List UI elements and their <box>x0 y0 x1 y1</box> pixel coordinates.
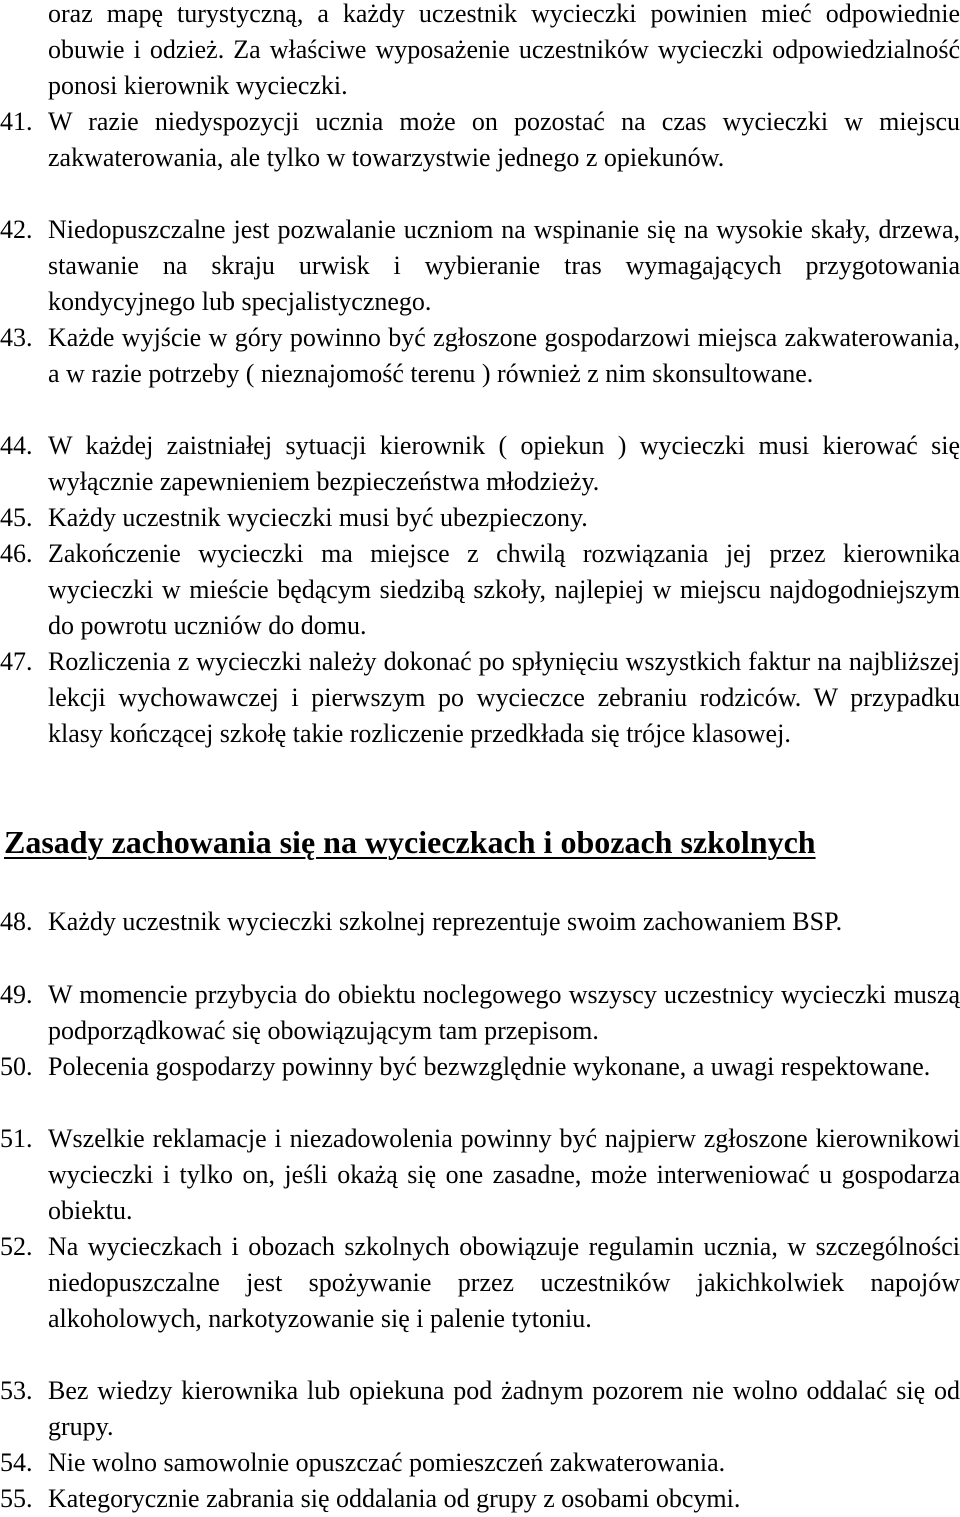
list-item-number: 45. <box>0 503 33 532</box>
list-item-number: 41. <box>0 107 33 136</box>
list-item-text: Na wycieczkach i obozach szkolnych obowiązuje regulamin ucznia, w szczególności niedopuszczalne jest spożywanie przez uczestników jakichkolwiek napojów alkoholowych, narkotyzowanie się i palenie tytoniu. <box>48 1232 960 1333</box>
list-item-text: Niedopuszczalne jest pozwalanie uczniom na wspinanie się na wysokie skały, drzewa, stawanie na skraju urwisk i wybieranie tras wymagających przygotowania kondycyjnego lub specjalistycznego. <box>48 215 960 316</box>
list-item-41 <box>0 104 960 176</box>
list-item-number: 50. <box>0 1052 33 1081</box>
list-item-43 <box>0 320 960 392</box>
list-item-number: 48. <box>0 907 33 936</box>
list-item-42 <box>0 212 960 320</box>
list-item-46 <box>0 536 960 644</box>
list-item-text: Wszelkie reklamacje i niezadowolenia powinny być najpierw zgłoszone kierownikowi wycieczki i tylko on, jeśli okażą się one zasadne, może interweniować u gospodarza obiektu. <box>48 1124 960 1225</box>
list-item-number: 42. <box>0 215 33 244</box>
list-item-47 <box>0 644 960 752</box>
intro-continuation-text: oraz mapę turystyczną, a każdy uczestnik wycieczki powinien mieć odpowiednie obuwie i odzież. Za właściwe wyposażenie uczestników wycieczki odpowiedzialność ponosi kierownik wycieczki. <box>48 0 960 100</box>
list-item-54 <box>0 1445 960 1481</box>
list-item-text: Bez wiedzy kierownika lub opiekuna pod żadnym pozorem nie wolno oddalać się od grupy. <box>48 1376 960 1441</box>
list-item-52 <box>0 1229 960 1337</box>
list-item-text: Każdy uczestnik wycieczki musi być ubezpieczony. <box>48 503 588 532</box>
list-item-55 <box>0 1481 960 1517</box>
list-item-number: 46. <box>0 539 33 568</box>
list-item-number: 51. <box>0 1124 33 1153</box>
list-item-number: 44. <box>0 431 33 460</box>
list-item-number: 53. <box>0 1376 33 1405</box>
list-item-number: 49. <box>0 980 33 1009</box>
list-item-text: Polecenia gospodarzy powinny być bezwzględnie wykonane, a uwagi respektowane. <box>48 1052 931 1081</box>
intro-continuation-paragraph <box>48 0 960 104</box>
list-item-text: Kategorycznie zabrania się oddalania od grupy z osobami obcymi. <box>48 1484 741 1513</box>
list-item-number: 55. <box>0 1484 33 1513</box>
list-item-number: 52. <box>0 1232 33 1261</box>
list-item-50 <box>0 1049 960 1085</box>
list-item-number: 43. <box>0 323 33 352</box>
list-item-number: 47. <box>0 647 33 676</box>
list-item-44 <box>0 428 960 500</box>
list-item-53 <box>0 1373 960 1445</box>
list-item-text: Każdy uczestnik wycieczki szkolnej reprezentuje swoim zachowaniem BSP. <box>48 907 843 936</box>
list-item-text: W każdej zaistniałej sytuacji kierownik ( opiekun ) wycieczki musi kierować się wyłącznie zapewnieniem bezpieczeństwa młodzieży. <box>48 431 960 496</box>
list-item-45 <box>0 500 960 536</box>
section-heading: Zasady zachowania się na wycieczkach i obozach szkolnych <box>4 824 816 860</box>
list-item-48 <box>0 904 960 940</box>
list-item-text: W razie niedyspozycji ucznia może on pozostać na czas wycieczki w miejscu zakwaterowania, ale tylko w towarzystwie jednego z opiekunów. <box>48 107 960 172</box>
list-item-49 <box>0 977 960 1049</box>
list-item-text: Nie wolno samowolnie opuszczać pomieszczeń zakwaterowania. <box>48 1448 726 1477</box>
list-item-text: Rozliczenia z wycieczki należy dokonać po spłynięciu wszystkich faktur na najbliższej lekcji wychowawczej i pierwszym po wycieczce zebraniu rodziców. W przypadku klasy kończącej szkołę takie rozliczenie przedkłada się trójce klasowej. <box>48 647 960 748</box>
list-item-number: 54. <box>0 1448 33 1477</box>
list-item-51 <box>0 1121 960 1229</box>
list-item-text: Zakończenie wycieczki ma miejsce z chwilą rozwiązania jej przez kierownika wycieczki w mieście będącym siedzibą szkoły, najlepiej w miejscu najdogodniejszym do powrotu uczniów do domu. <box>48 539 960 640</box>
list-item-text: Każde wyjście w góry powinno być zgłoszone gospodarzowi miejsca zakwaterowania, a w razie potrzeby ( nieznajomość terenu ) również z nim skonsultowane. <box>48 323 960 388</box>
list-item-text: W momencie przybycia do obiektu noclegowego wszyscy uczestnicy wycieczki muszą podporządkować się obowiązującym tam przepisom. <box>48 980 960 1045</box>
